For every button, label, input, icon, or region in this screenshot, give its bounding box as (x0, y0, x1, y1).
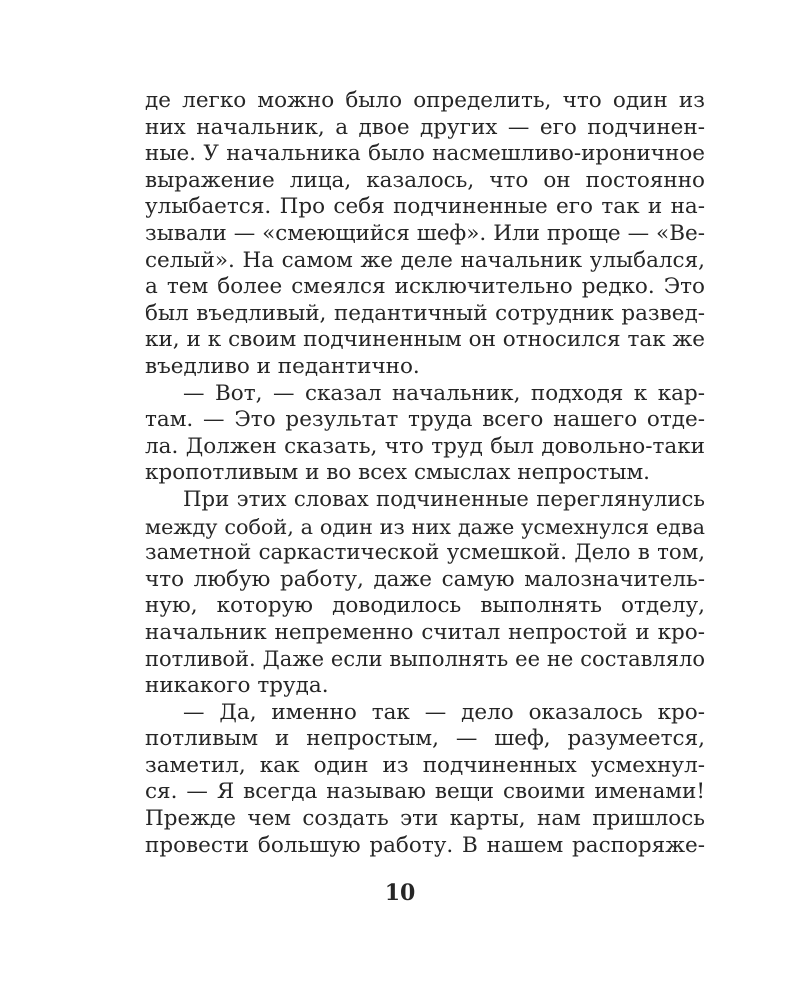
text-line: заметил, как один из подчиненных усмехнул- (145, 752, 705, 778)
text-line: никакого труда. (145, 673, 329, 699)
text-line: улыбается. Про себя подчиненные его так и на- (145, 194, 705, 220)
text-line: зывали — «смеющийся шеф». Или проще — «Ве- (145, 220, 705, 246)
text-line: выражение лица, казалось, что он постоянно (145, 167, 705, 193)
text-line: них начальник, а двое других — его подчинен- (145, 114, 705, 140)
text-line: заметной саркастической усмешкой. Дело в том, (145, 540, 705, 566)
text-line: потливым и непростым, — шеф, разумеется, (145, 726, 705, 752)
text-line: что любую работу, даже самую малозначитель- (145, 566, 705, 592)
text-line: провести большую работу. В нашем распоряже- (145, 832, 705, 858)
text-line: ную, которую доводилось выполнять отделу, (145, 593, 705, 619)
text-line: Прежде чем создать эти карты, нам пришлось (145, 806, 705, 832)
text-line: потливой. Даже если выполнять ее не составляло (145, 647, 705, 672)
text-line: а тем более смеялся исключительно редко. Это (145, 274, 705, 300)
text-line: начальник непременно считал непростой и кро- (145, 619, 705, 645)
page-number: 10 (384, 880, 416, 906)
text-line: между собой, а один из них даже усмехнулся едва (145, 514, 705, 539)
text-line: был въедливый, педантичный сотрудник развед- (145, 300, 705, 326)
body-text (145, 88, 705, 859)
text-line: ла. Должен сказать, что труд был довольно-таки (145, 433, 705, 459)
text-line: въедливо и педантично. (145, 353, 420, 379)
text-line: там. — Это результат труда всего нашего отде- (145, 407, 705, 433)
text-line: — Вот, — сказал начальник, подходя к кар- (183, 380, 705, 406)
text-line: При этих словах подчиненные переглянулись (183, 486, 705, 512)
text-line: селый». На самом же деле начальник улыбался, (145, 247, 705, 273)
text-line: кропотливым и во всех смыслах непростым. (145, 460, 650, 486)
text-line: ные. У начальника было насмешливо-ироничное (145, 141, 705, 167)
text-line: ки, и к своим подчиненным он относился так же (145, 327, 705, 353)
text-line: ся. — Я всегда называю вещи своими именами! (145, 779, 705, 805)
text-line: де легко можно было определить, что один из (145, 88, 705, 113)
text-line: — Да, именно так — дело оказалось кро- (183, 699, 705, 725)
